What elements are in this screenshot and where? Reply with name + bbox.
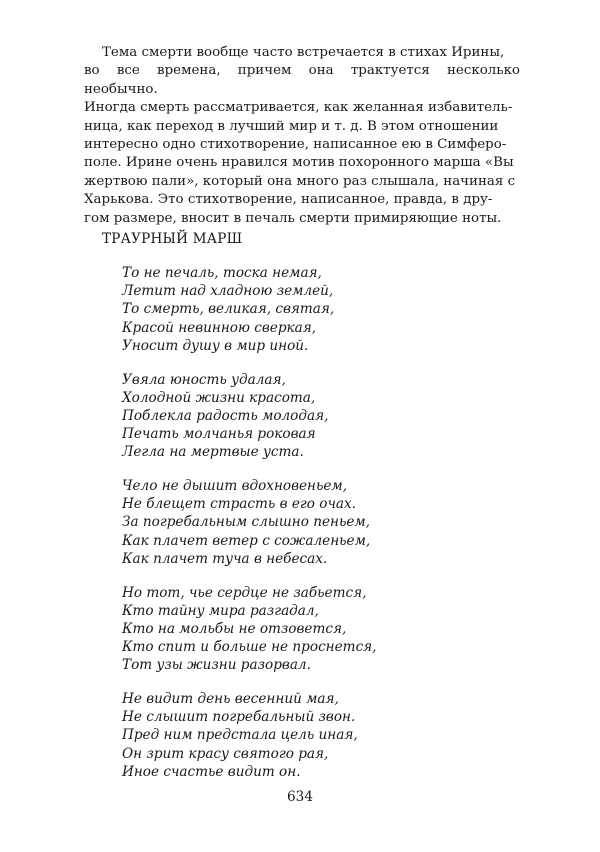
poem-line: Печать молчанья роковая <box>122 426 316 443</box>
intro-paragraph <box>84 44 520 228</box>
poem-line: Кто тайну мира разгадал, <box>122 602 319 619</box>
poem-line: Он зрит красу святого рая, <box>122 745 329 762</box>
poem-line: Не видит день весенний мая, <box>122 691 339 708</box>
poem-stanza <box>122 264 482 355</box>
poem-line: Летит над хладною землей, <box>122 283 334 300</box>
poem-line: Холодной жизни красота, <box>122 389 316 406</box>
paragraph-line: поле. Ирине очень нравился мотив похоронного марша «Вы <box>84 155 514 171</box>
poem-line: Как плачет туча в небесах. <box>122 550 328 567</box>
page-number: 634 <box>287 789 313 805</box>
poem-title: ТРАУРНЫЙ МАРШ <box>102 231 243 247</box>
poem-line: Тот узы жизни разорвал. <box>122 657 311 674</box>
poem-stanza <box>122 584 482 675</box>
poem-stanza <box>122 371 482 462</box>
poem <box>122 264 482 797</box>
poem-line: Не блещет страсть в его очах. <box>122 496 357 513</box>
poem-line: Кто спит и больше не проснется, <box>122 639 377 656</box>
paragraph-line: Иногда смерть рассматривается, как желанная избавитель- <box>84 100 513 116</box>
poem-line: Красой невинною сверкая, <box>122 319 317 336</box>
poem-line: То не печаль, тоска немая, <box>122 265 322 281</box>
paragraph-line: ница, как переход в лучший мир и т. д. В этом отношении <box>84 118 499 134</box>
poem-line: Чело не дышит вдохновеньем, <box>122 478 348 495</box>
paragraph-line: Тема смерти вообще часто встречается в стихах Ирины, <box>102 45 505 60</box>
poem-stanza <box>122 477 482 568</box>
paragraph-line: гом размере, вносит в печаль смерти примиряющие ноты. <box>84 210 502 226</box>
poem-line: То смерть, великая, святая, <box>122 301 335 318</box>
poem-line: Легла на мертвые уста. <box>122 444 304 461</box>
poem-stanza <box>122 690 482 781</box>
poem-line: Но тот, чье сердце не забьется, <box>122 584 367 601</box>
poem-line: Уносит душу в мир иной. <box>122 337 309 354</box>
poem-line: За погребальным слышно пеньем, <box>122 514 370 531</box>
poem-line: Кто на мольбы не отзовется, <box>122 620 347 637</box>
paragraph-line: Харькова. Это стихотворение, написанное, правда, в дру- <box>84 192 493 208</box>
poem-line: Пред ним предстала цель иная, <box>122 727 358 744</box>
poem-line: Иное счастье видит он. <box>122 763 301 780</box>
poem-line: Увяла юность удалая, <box>122 371 286 388</box>
paragraph-line: интересно одно стихотворение, написанное ею в Симферо- <box>84 137 507 153</box>
paragraph-line: во все времена, причем она трактуется несколько необычно. <box>84 63 520 97</box>
poem-line: Как плачет ветер с сожаленьем, <box>122 532 371 549</box>
paragraph-line: жертвою пали», который она много раз слышала, начиная с <box>84 173 516 189</box>
poem-line: Поблекла радость молодая, <box>122 407 329 424</box>
poem-line: Не слышит погребальный звон. <box>122 709 356 726</box>
